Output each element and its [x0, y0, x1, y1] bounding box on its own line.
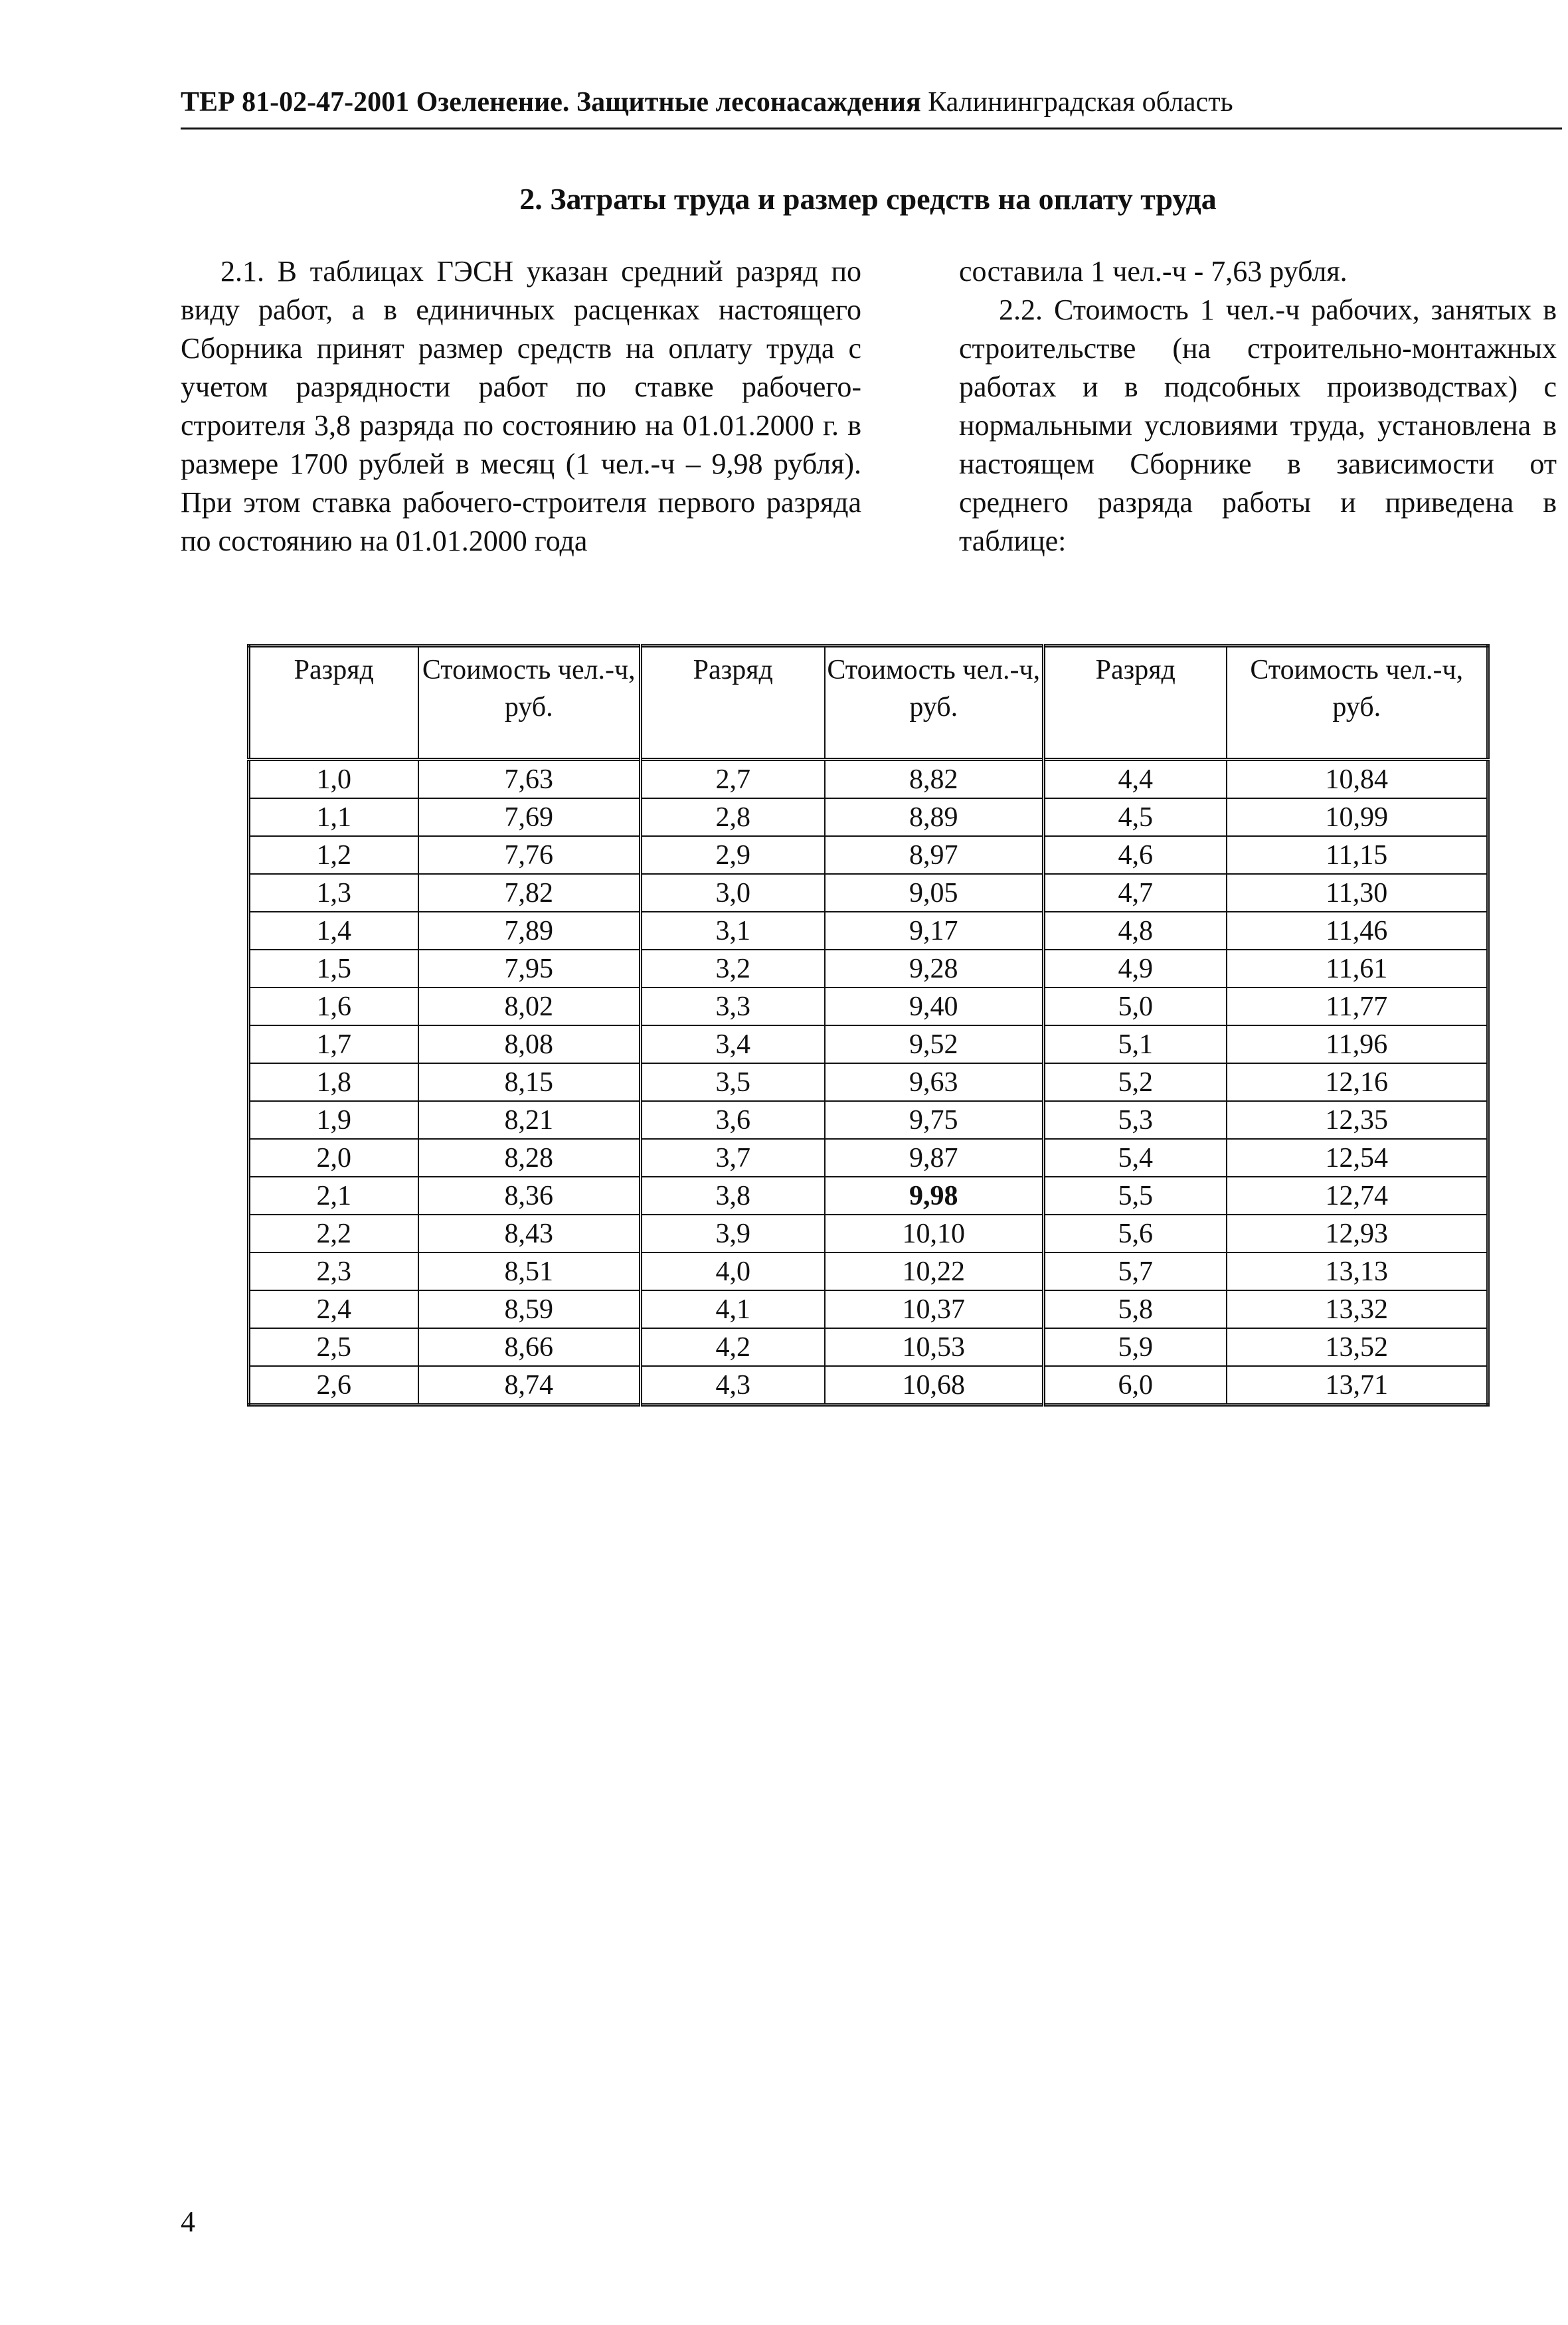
table-row [249, 1025, 1488, 1063]
paragraph-2-1-continued: составила 1 чел.-ч - 7,63 рубля. [959, 255, 1348, 288]
grade-cell: 2,3 [249, 1252, 418, 1290]
cost-cell: 10,84 [1227, 760, 1488, 799]
grade-cell: 4,2 [641, 1328, 825, 1366]
region-name: Калининградская область [928, 87, 1233, 118]
cost-cell: 8,28 [418, 1139, 641, 1177]
column-header-cost: Стоимость чел.-ч, руб. [418, 646, 641, 760]
grade-cell: 5,6 [1044, 1215, 1227, 1252]
grade-cell: 2,1 [249, 1177, 418, 1215]
cost-cell: 9,63 [825, 1063, 1044, 1101]
grade-cell: 2,8 [641, 798, 825, 836]
grade-cell: 3,3 [641, 988, 825, 1025]
cost-cell: 9,98 [825, 1177, 1044, 1215]
column-header-grade: Разряд [1044, 646, 1227, 760]
table-body [249, 760, 1488, 1405]
cost-cell: 13,32 [1227, 1290, 1488, 1328]
cost-cell: 9,52 [825, 1025, 1044, 1063]
grade-cell: 1,5 [249, 950, 418, 988]
cost-cell: 7,63 [418, 760, 641, 799]
cost-cell: 7,76 [418, 836, 641, 874]
grade-cell: 3,6 [641, 1101, 825, 1139]
grade-cell: 1,8 [249, 1063, 418, 1101]
text-column-left [181, 252, 861, 560]
cost-cell: 12,16 [1227, 1063, 1488, 1101]
table-row [249, 760, 1488, 799]
grade-cell: 1,4 [249, 912, 418, 950]
grade-cell: 1,7 [249, 1025, 418, 1063]
cost-cell: 7,69 [418, 798, 641, 836]
cost-cell: 10,99 [1227, 798, 1488, 836]
grade-cell: 4,5 [1044, 798, 1227, 836]
table-row [249, 1139, 1488, 1177]
text-column-right [959, 252, 1557, 560]
table-row [249, 1366, 1488, 1405]
cost-cell: 10,37 [825, 1290, 1044, 1328]
table-row [249, 950, 1488, 988]
table-row [249, 1177, 1488, 1215]
grade-cell: 3,2 [641, 950, 825, 988]
cost-cell: 8,66 [418, 1328, 641, 1366]
cost-cell: 8,36 [418, 1177, 641, 1215]
table-row [249, 1063, 1488, 1101]
grade-cell: 2,6 [249, 1366, 418, 1405]
cost-cell: 9,05 [825, 874, 1044, 912]
cost-cell: 7,82 [418, 874, 641, 912]
cost-cell: 9,17 [825, 912, 1044, 950]
cost-cell: 9,28 [825, 950, 1044, 988]
grade-cell: 5,5 [1044, 1177, 1227, 1215]
cost-cell: 12,54 [1227, 1139, 1488, 1177]
cost-cell: 12,93 [1227, 1215, 1488, 1252]
grade-cell: 1,0 [249, 760, 418, 799]
grade-cell: 2,7 [641, 760, 825, 799]
grade-cell: 4,7 [1044, 874, 1227, 912]
grade-cell: 5,0 [1044, 988, 1227, 1025]
cost-cell: 11,30 [1227, 874, 1488, 912]
cost-cell: 8,97 [825, 836, 1044, 874]
cost-cell: 13,52 [1227, 1328, 1488, 1366]
cost-cell: 8,59 [418, 1290, 641, 1328]
cost-cell: 9,40 [825, 988, 1044, 1025]
cost-cell: 8,89 [825, 798, 1044, 836]
cost-cell: 13,13 [1227, 1252, 1488, 1290]
table-row [249, 912, 1488, 950]
grade-cell: 2,5 [249, 1328, 418, 1366]
grade-cell: 4,4 [1044, 760, 1227, 799]
cost-cell: 9,75 [825, 1101, 1044, 1139]
table-header-row [249, 646, 1488, 760]
grade-cell: 2,4 [249, 1290, 418, 1328]
cost-cell: 11,61 [1227, 950, 1488, 988]
grade-cell: 5,1 [1044, 1025, 1227, 1063]
grade-cell: 3,0 [641, 874, 825, 912]
cost-cell: 8,74 [418, 1366, 641, 1405]
grade-cell: 2,9 [641, 836, 825, 874]
grade-cell: 3,9 [641, 1215, 825, 1252]
document-code-title: ТЕР 81-02-47-2001 Озеленение. Защитные лесонасаждения [181, 87, 921, 118]
grade-cell: 1,3 [249, 874, 418, 912]
cost-cell: 12,35 [1227, 1101, 1488, 1139]
cost-cell: 8,21 [418, 1101, 641, 1139]
table-row [249, 988, 1488, 1025]
grade-cell: 5,8 [1044, 1290, 1227, 1328]
grade-cell: 4,6 [1044, 836, 1227, 874]
grade-cell: 3,1 [641, 912, 825, 950]
paragraph-2-2: 2.2. Стоимость 1 чел.-ч рабочих, занятых в строительстве (на строительно-монтажных работах и в подсобных производствах) с нормальными условиями труда, установлена в настоящем Сборнике в зависимости от среднего разряда работы и приведена в таблице: [959, 294, 1557, 557]
cost-cell: 8,82 [825, 760, 1044, 799]
grade-cell: 4,1 [641, 1290, 825, 1328]
column-header-cost: Стоимость чел.-ч, руб. [1227, 646, 1488, 760]
paragraph-2-1: 2.1. В таблицах ГЭСН указан средний разряд по виду работ, а в единичных расценках настоящего Сборника принят размер средств на оплату труда с учетом разрядности работ по ставке рабочего-строителя 3,8 разряда по состоянию на 01.01.2000 г. в размере 1700 рублей в месяц (1 чел.-ч – 9,98 рубля). При этом ставка рабочего-строителя первого разряда по состоянию на 01.01.2000 года [181, 255, 861, 557]
grade-cell: 4,9 [1044, 950, 1227, 988]
grade-cell: 5,7 [1044, 1252, 1227, 1290]
table-row [249, 1101, 1488, 1139]
page-header [181, 84, 1562, 129]
grade-cell: 1,2 [249, 836, 418, 874]
column-header-cost: Стоимость чел.-ч, руб. [825, 646, 1044, 760]
cost-cell: 10,68 [825, 1366, 1044, 1405]
cost-cell: 10,53 [825, 1328, 1044, 1366]
cost-cell: 11,77 [1227, 988, 1488, 1025]
grade-cell: 5,3 [1044, 1101, 1227, 1139]
grade-cell: 3,5 [641, 1063, 825, 1101]
cost-cell: 11,15 [1227, 836, 1488, 874]
table-row [249, 1252, 1488, 1290]
column-header-grade: Разряд [641, 646, 825, 760]
cost-cell: 7,95 [418, 950, 641, 988]
grade-cell: 1,9 [249, 1101, 418, 1139]
cost-cell: 8,15 [418, 1063, 641, 1101]
grade-cell: 5,4 [1044, 1139, 1227, 1177]
grade-cell: 3,8 [641, 1177, 825, 1215]
grade-cell: 1,1 [249, 798, 418, 836]
cost-cell: 8,51 [418, 1252, 641, 1290]
cost-cell: 10,22 [825, 1252, 1044, 1290]
grade-cell: 3,7 [641, 1139, 825, 1177]
cost-cell: 8,02 [418, 988, 641, 1025]
grade-cell: 6,0 [1044, 1366, 1227, 1405]
table-row [249, 798, 1488, 836]
grade-cell: 3,4 [641, 1025, 825, 1063]
page-number: 4 [181, 2205, 195, 2238]
cost-cell: 11,46 [1227, 912, 1488, 950]
cost-cell: 11,96 [1227, 1025, 1488, 1063]
column-header-grade: Разряд [249, 646, 418, 760]
grade-cell: 4,0 [641, 1252, 825, 1290]
grade-cell: 5,9 [1044, 1328, 1227, 1366]
grade-cell: 4,3 [641, 1366, 825, 1405]
cost-cell: 8,08 [418, 1025, 641, 1063]
grade-cell: 2,2 [249, 1215, 418, 1252]
section-heading: 2. Затраты труда и размер средств на оплату труда [519, 182, 1217, 216]
cost-cell: 12,74 [1227, 1177, 1488, 1215]
grade-cell: 1,6 [249, 988, 418, 1025]
cost-cell: 10,10 [825, 1215, 1044, 1252]
table-row [249, 874, 1488, 912]
cost-cell: 9,87 [825, 1139, 1044, 1177]
cost-cell: 13,71 [1227, 1366, 1488, 1405]
table-row [249, 1328, 1488, 1366]
cost-cell: 7,89 [418, 912, 641, 950]
table-row [249, 836, 1488, 874]
cost-cell: 8,43 [418, 1215, 641, 1252]
table-row [249, 1215, 1488, 1252]
grade-cell: 5,2 [1044, 1063, 1227, 1101]
table-row [249, 1290, 1488, 1328]
grade-cell: 2,0 [249, 1139, 418, 1177]
labor-cost-table [247, 644, 1490, 1407]
grade-cell: 4,8 [1044, 912, 1227, 950]
